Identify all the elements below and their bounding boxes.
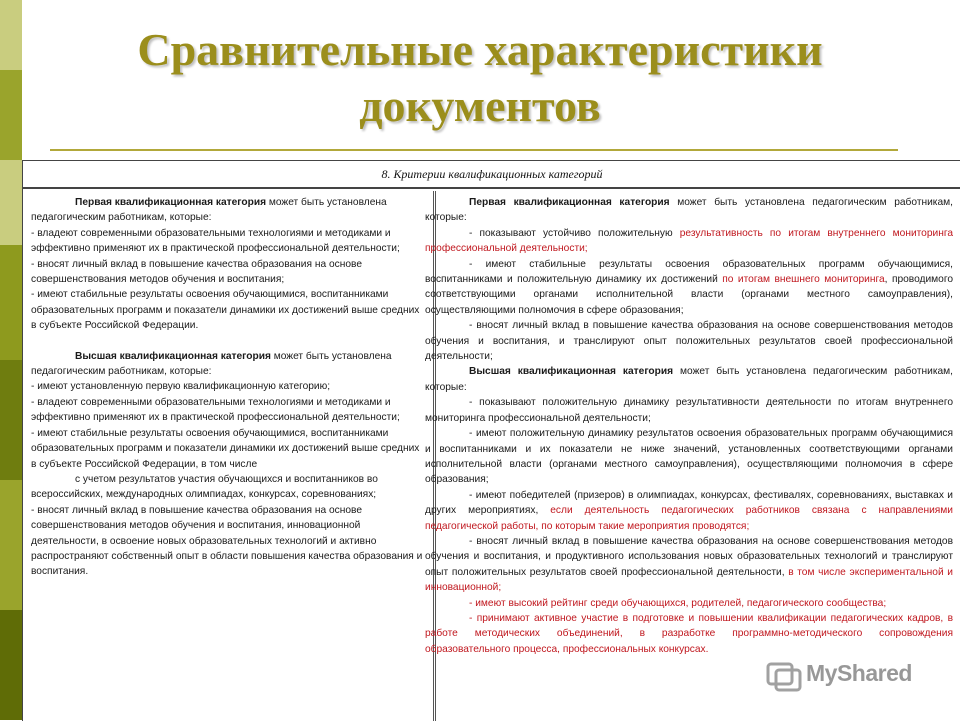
stripe-segment <box>0 160 22 245</box>
stripe-segment <box>0 245 22 360</box>
left-column-old-criteria <box>31 191 427 721</box>
left-high-category-title: Высшая квалификационная категория <box>75 350 271 362</box>
right-first-item <box>425 257 953 319</box>
right-high-item: - принимают активное участие в подготовке и повышении квалификации педагогических кадров, в работе методических объединений, в разработке программно-методического сопровождения образовательного процесса, профессиональных конкурсах. <box>425 612 953 655</box>
right-high-item-text: - вносят личный вклад в повышение качества образования на основе совершенствования методов обучения и воспитания, и продуктивного использования новых образовательных технологий и транслируют опыт положительных результатов своей профессиональной деятельности, <box>425 535 953 578</box>
left-high-item: - имеют установленную первую квалификационную категорию; <box>31 381 331 393</box>
title-underline <box>50 149 898 151</box>
left-first-item: - владеют современными образовательными технологиями и методиками и эффективно применяют их в практической профессиональной деятельности; <box>31 227 400 255</box>
left-high-category-text: может быть установлена педагогическим работникам, которые: <box>31 350 392 378</box>
left-high-item: - вносят личный вклад в повышение качества образования на основе совершенствования методов обучения и воспитания, инновационной деятельности, в освоение новых образовательных технологий и активно распространяют собственный опыт в области повышения качества образования и воспитания. <box>31 504 423 578</box>
right-first-item-highlight: по итогам внешнего мониторинга <box>722 274 885 286</box>
left-high-item: - владеют современными образовательными технологиями и методиками и эффективно применяют их в практической профессиональной деятельности; <box>31 396 400 424</box>
right-first-category-text: может быть установлена педагогическим работникам, которые: <box>425 197 953 224</box>
right-first-item: - вносят личный вклад в повышение качества образования на основе совершенствования методов обучения и воспитания, и транслируют опыт положительных результатов своей профессиональной деятельности; <box>425 320 953 363</box>
right-first-item-text: , проводимого соответствующими органами исполнительной власти (органами местного самоуправления), осуществляющими полномочия в сфере образования; <box>425 274 953 316</box>
right-first-category-intro <box>425 195 953 226</box>
stripe-segment <box>0 70 22 160</box>
watermark-text: MyShared <box>806 660 912 686</box>
right-column-new-criteria <box>425 191 953 721</box>
slide-title-line-1: Сравнительные характеристики <box>137 24 823 75</box>
document-table <box>22 160 960 721</box>
right-first-item-highlight: результативность по итогам внутреннего мониторинга профессиональной деятельности; <box>425 227 953 255</box>
left-first-category-intro <box>31 195 427 226</box>
stripe-segment <box>0 610 22 720</box>
right-high-item: - имеют высокий рейтинг среди обучающихся, родителей, педагогического сообщества; <box>469 597 887 609</box>
left-first-category-text: может быть установлена педагогическим работникам, которые: <box>31 197 387 224</box>
left-first-category-title: Первая квалификационная категория <box>75 197 267 208</box>
right-high-category-text: может быть установлена педагогическим работникам, которые: <box>425 366 953 393</box>
watermark-logo-icon <box>764 656 804 696</box>
right-high-item-highlight: если деятельность педагогических работников связана с направлениями педагогической работы, по которым такие мероприятия проводятся; <box>425 505 953 532</box>
myshared-watermark <box>764 656 934 696</box>
stripe-segment <box>0 0 22 70</box>
right-high-item: - имеют положительную динамику результатов освоения образовательных программ обучающимися и воспитанниками и их показатели не ниже значений, установленных соответствующими органами исполнительной власти (органами местного самоуправления), осуществляющими полномочия в сфере образования; <box>425 428 953 486</box>
right-high-item: - показывают положительную динамику результативности деятельности по итогам внутреннего мониторинга профессиональной деятельности; <box>425 397 953 424</box>
slide-title-line-2: документов <box>359 80 601 131</box>
right-high-category-title: Высшая квалификационная категория <box>469 366 674 378</box>
left-first-item: - вносят личный вклад в повышение качества образования на основе совершенствования методов обучения и воспитания; <box>31 258 362 286</box>
left-high-item: - имеют стабильные результаты освоения обучающимися, воспитанниками образовательных программ и показатели динамики их достижений выше средних в субъекте Российской Федерации, в том числе <box>31 427 420 470</box>
right-first-item <box>425 226 953 257</box>
stripe-segment <box>0 360 22 480</box>
right-high-item-highlight: в том числе экспериментальной и инновационной; <box>425 566 953 594</box>
document-table-header: 8. Критерии квалификационных категорий <box>23 161 960 189</box>
right-high-item-text: - имеют победителей (призеров) в олимпиадах, конкурсах, фестивалях, соревнованиях, выставках и других мероприятиях, <box>425 489 953 517</box>
slide-title <box>40 22 920 134</box>
left-high-item: с учетом результатов участия обучающихся и воспитанников во всероссийских, международных олимпиадах, конкурсах, соревнованиях; <box>31 473 378 501</box>
right-high-item <box>425 534 953 596</box>
left-first-item: - имеют стабильные результаты освоения обучающимися, воспитанниками образовательных программ и показатели динамики их достижений выше средних в субъекте Российской Федерации. <box>31 289 420 332</box>
left-high-category-intro <box>31 349 427 380</box>
right-first-item-text: - показывают устойчиво положительную <box>469 227 680 239</box>
right-first-category-title: Первая квалификационная категория <box>469 197 670 208</box>
right-first-item-text: - имеют стабильные результаты освоения образовательных программ обучающимися, воспитанниками и положительную динамику их достижений <box>425 258 953 286</box>
decorative-stripe-bar <box>0 0 22 720</box>
right-high-item <box>425 488 953 534</box>
document-columns <box>23 191 960 721</box>
right-high-category-intro <box>425 364 953 395</box>
stripe-segment <box>0 480 22 610</box>
